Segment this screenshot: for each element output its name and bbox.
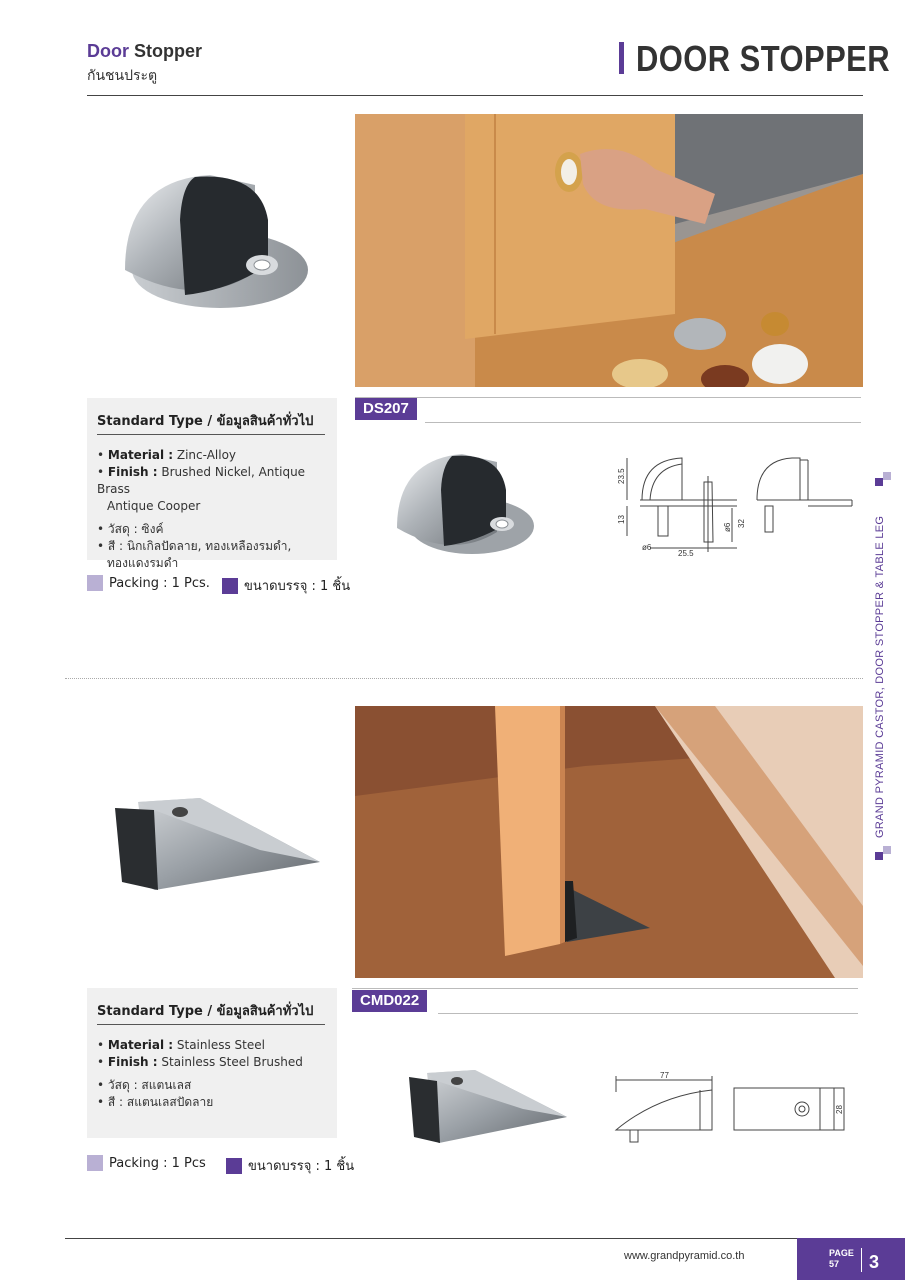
packing-text: Packing : 1 Pcs [109, 1155, 206, 1171]
dim-label: 13 [617, 515, 626, 524]
dim-label: ø6 [723, 522, 732, 532]
footer-divider [65, 1238, 797, 1239]
spec-material: • Material : Stainless Steel [97, 1038, 265, 1052]
ds207-technical-drawing [612, 452, 857, 564]
ds207-code-line-top [355, 397, 861, 398]
dim-label: 28 [835, 1105, 844, 1114]
packing-swatch-dark [222, 578, 238, 594]
dim-label: 23.5 [617, 468, 626, 484]
spec-finish: • Finish : Stainless Steel Brushed [97, 1055, 303, 1069]
cmd022-packing-th [226, 1155, 354, 1176]
spec-finish-cont: Antique Cooper [107, 499, 201, 513]
dim-label: ø6 [642, 543, 652, 552]
spec-heading: Standard Type / ข้อมูลสินค้าทั่วไป [97, 410, 325, 435]
page-separator [861, 1248, 862, 1272]
side-category-text: GRAND PYRAMID CASTOR, DOOR STOPPER & TABLE LEG [874, 515, 886, 838]
ds207-product-image [110, 160, 310, 320]
spec-th-material: • วัสดุ : ซิงค์ [97, 522, 164, 536]
spec-th-material: • วัสดุ : สแตนเลส [97, 1078, 192, 1092]
packing-text: Packing : 1 Pcs. [109, 575, 210, 591]
packing-text-th: ขนาดบรรจุ : 1 ชิ้น [248, 1159, 355, 1174]
packing-swatch-light [87, 575, 103, 591]
page-title: Door Stopper [87, 41, 203, 61]
cmd022-product-thumb [405, 1065, 570, 1155]
page-header-left [87, 41, 202, 87]
dim-label: 32 [737, 519, 746, 528]
ds207-code-tag: DS207 [355, 398, 417, 420]
cmd022-technical-drawing [612, 1068, 857, 1148]
cmd022-installation-photo [355, 706, 863, 978]
section-title: DOOR STOPPER [636, 38, 891, 79]
cmd022-packing [87, 1155, 206, 1171]
packing-swatch-light [87, 1155, 103, 1171]
header-divider [87, 95, 863, 96]
spec-th-color-cont: ทองแดงรมดำ [107, 556, 179, 570]
spec-list [97, 447, 327, 572]
packing-text-th: ขนาดบรรจุ : 1 ชิ้น [244, 579, 351, 594]
page-number: 3 [869, 1252, 880, 1272]
ds207-product-thumb [392, 448, 537, 563]
spec-list [97, 1037, 327, 1111]
cmd022-code-line-bottom [438, 1013, 858, 1014]
side-decoration-bottom [873, 844, 897, 864]
dim-label: 77 [660, 1071, 669, 1080]
spec-th-color: • สี : สแตนเลสปัดลาย [97, 1095, 214, 1109]
spec-finish: • Finish : Brushed Nickel, Antique Brass [97, 465, 306, 496]
spec-material: • Material : Zinc-Alloy [97, 448, 237, 462]
spec-th-color: • สี : นิกเกิลปัดลาย, ทองเหลืองรมดำ, [97, 539, 292, 553]
footer-website: www.grandpyramid.co.th [624, 1250, 745, 1262]
page-subtitle-thai: กันชนประตู [87, 68, 158, 84]
cmd022-product-image [110, 790, 325, 910]
spec-heading: Standard Type / ข้อมูลสินค้าทั่วไป [97, 1000, 325, 1025]
page-number-box [797, 1238, 905, 1280]
header-accent-bar [619, 42, 624, 74]
ds207-installation-photo [355, 114, 863, 387]
ds207-packing [87, 575, 210, 591]
page-label: PAGE 57 [829, 1248, 854, 1269]
ds207-code-line-bottom [425, 422, 861, 423]
dim-label: 25.5 [678, 549, 694, 558]
side-decoration-top [873, 470, 897, 490]
section-divider [65, 678, 863, 679]
packing-swatch-dark [226, 1158, 242, 1174]
ds207-packing-th [222, 575, 350, 596]
ds207-spec-box [87, 398, 337, 570]
cmd022-code-tag: CMD022 [352, 990, 427, 1012]
cmd022-spec-box [87, 988, 337, 1138]
cmd022-code-line-top [352, 988, 858, 989]
